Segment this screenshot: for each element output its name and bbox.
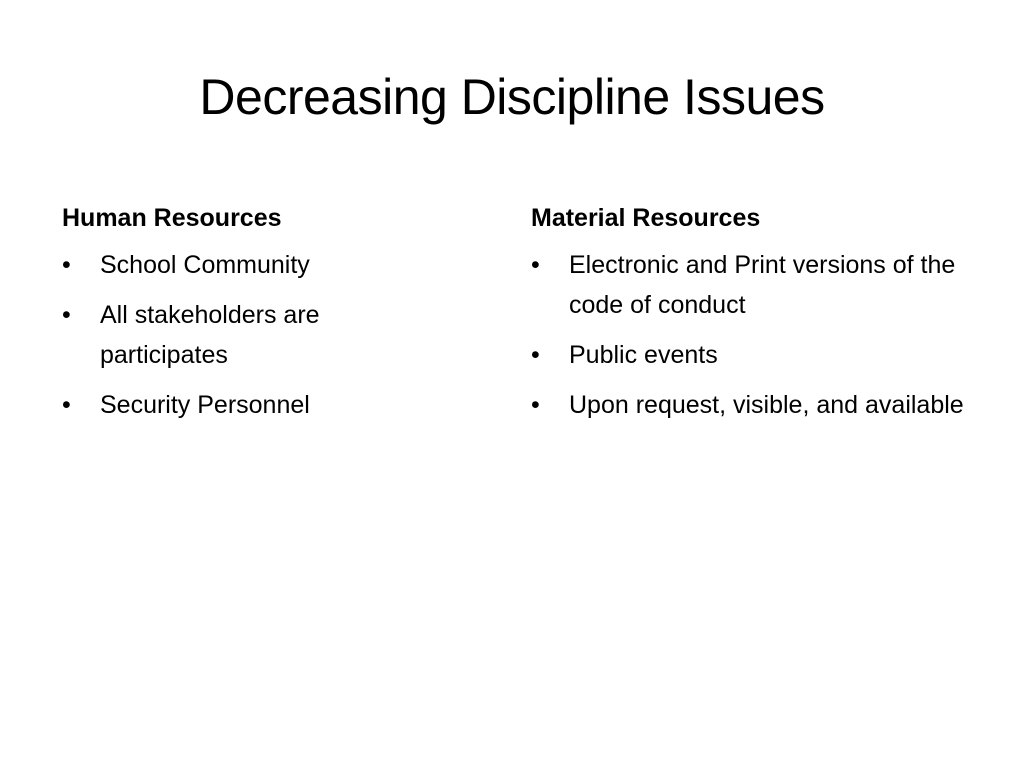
human-resources-column (62, 199, 502, 435)
human-resources-list (62, 245, 502, 425)
list-item (531, 245, 981, 325)
list-item (531, 385, 979, 425)
list-item-text: Public events (569, 341, 718, 369)
human-resources-heading: Human Resources (62, 204, 282, 232)
list-item (62, 245, 502, 285)
bullet-icon: • (531, 251, 540, 279)
list-item (62, 385, 502, 425)
list-item-text: Upon request, visible, and available (569, 391, 964, 419)
list-item-text: Security Personnel (100, 391, 310, 419)
bullet-icon: • (531, 341, 540, 369)
bullet-icon: • (62, 301, 71, 329)
slide-title: Decreasing Discipline Issues (199, 69, 825, 125)
list-item (62, 295, 435, 375)
material-resources-column (531, 199, 981, 435)
list-item-text: School Community (100, 251, 310, 279)
bullet-icon: • (62, 391, 71, 419)
bullet-icon: • (62, 251, 71, 279)
list-item-text: Electronic and Print versions of the code of conduct (569, 251, 956, 319)
material-resources-heading: Material Resources (531, 204, 761, 232)
bullet-icon: • (531, 391, 540, 419)
list-item (531, 335, 981, 375)
list-item-text: All stakeholders are participates (100, 301, 320, 369)
material-resources-list (531, 245, 981, 425)
